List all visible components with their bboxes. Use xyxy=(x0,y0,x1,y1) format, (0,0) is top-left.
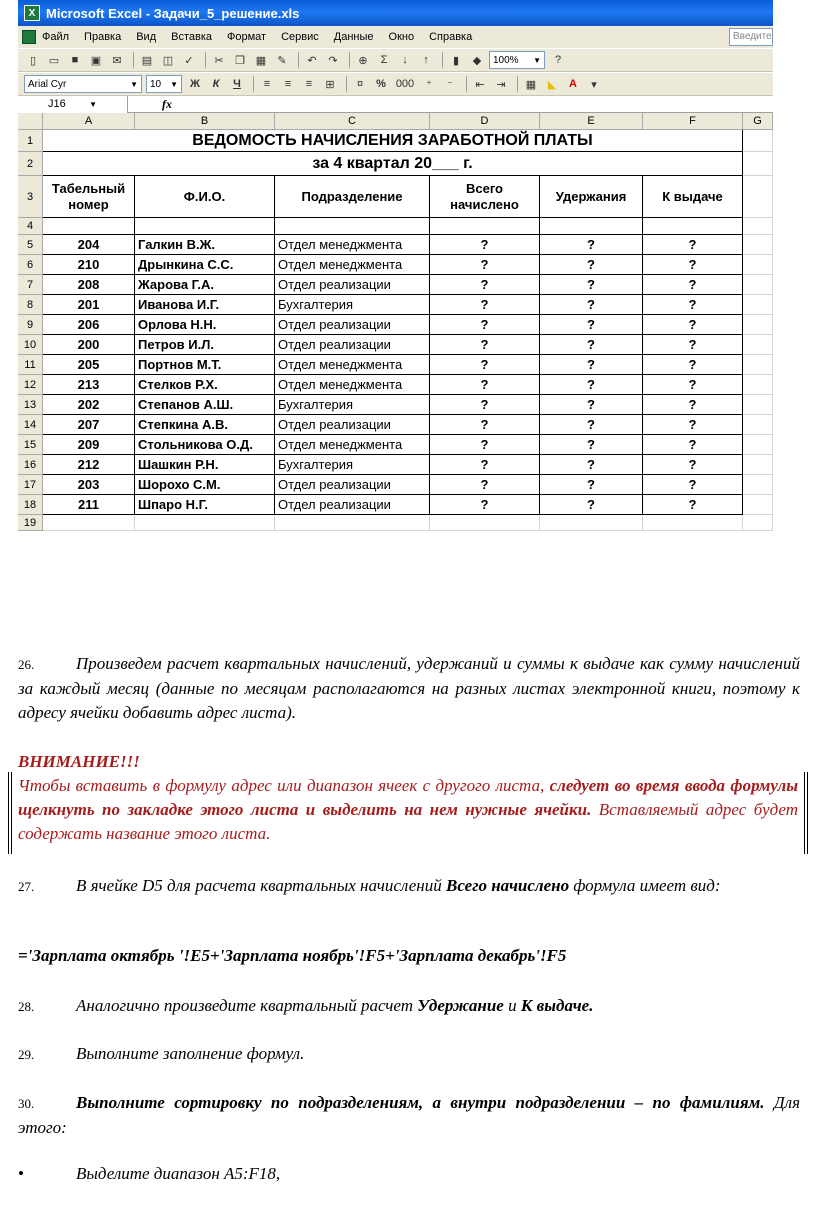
item-number: 30. xyxy=(18,1096,35,1111)
row-header[interactable]: 10 xyxy=(18,335,43,355)
table-cell[interactable]: Отдел менеджмента xyxy=(275,375,430,395)
bullet-icon: • xyxy=(18,1164,24,1183)
menu-view[interactable]: Вид xyxy=(136,31,157,43)
row-header[interactable]: 6 xyxy=(18,255,43,275)
chevron-down-icon: ▼ xyxy=(89,99,97,109)
table-cell[interactable]: ? xyxy=(540,275,643,295)
row-header[interactable]: 17 xyxy=(18,475,43,495)
row-header[interactable]: 16 xyxy=(18,455,43,475)
cut-icon[interactable]: ✂ xyxy=(214,54,224,67)
table-cell[interactable]: 213 xyxy=(43,375,135,395)
table-cell[interactable]: Жарова Г.А. xyxy=(135,275,275,295)
toolbar-divider xyxy=(205,52,206,68)
table-cell[interactable]: 205 xyxy=(43,355,135,375)
empty-cell[interactable] xyxy=(275,218,430,235)
table-cell[interactable]: ? xyxy=(430,495,540,515)
toolbar-divider xyxy=(466,76,467,92)
table-cell[interactable]: Степанов А.Ш. xyxy=(135,395,275,415)
column-header[interactable]: B xyxy=(135,113,275,130)
empty-cell[interactable] xyxy=(743,235,773,255)
table-cell[interactable]: 208 xyxy=(43,275,135,295)
header-cell[interactable]: Ф.И.О. xyxy=(135,176,275,218)
paragraph-30 xyxy=(18,1091,800,1140)
table-cell[interactable]: ? xyxy=(430,395,540,415)
italic-button[interactable]: К xyxy=(212,78,220,90)
warning-text-bold: следует во время ввода формулы щелкнуть по закладке этого листа и выделить на нем нужные ячейки. xyxy=(18,776,798,819)
column-header[interactable]: G xyxy=(743,113,773,130)
toolbar-divider xyxy=(442,52,443,68)
undo-icon[interactable]: ↶ xyxy=(307,54,317,67)
toolbar-divider xyxy=(517,76,518,92)
table-cell[interactable]: Отдел менеджмента xyxy=(275,235,430,255)
print-icon[interactable]: ▤ xyxy=(141,54,153,67)
warning-text xyxy=(18,774,798,846)
paragraph-27 xyxy=(18,874,800,899)
toolbar-divider xyxy=(298,52,299,68)
empty-cell[interactable] xyxy=(743,295,773,315)
table-cell[interactable]: ? xyxy=(540,495,643,515)
row-header[interactable]: 14 xyxy=(18,415,43,435)
align-center-icon[interactable]: ≡ xyxy=(284,78,292,90)
redo-icon[interactable]: ↷ xyxy=(328,54,338,67)
chevron-down-icon: ▼ xyxy=(130,79,138,89)
table-cell[interactable]: ? xyxy=(540,435,643,455)
title-bar xyxy=(18,0,773,26)
empty-cell[interactable] xyxy=(743,515,773,531)
chevron-down-icon: ▼ xyxy=(533,55,541,65)
help-icon[interactable]: ? xyxy=(554,54,562,66)
warning-title: ВНИМАНИЕ!!! xyxy=(18,752,140,771)
font-color-icon[interactable]: A xyxy=(569,78,577,90)
table-cell[interactable]: ? xyxy=(430,435,540,455)
table-cell[interactable]: Отдел менеджмента xyxy=(275,435,430,455)
formula-bar xyxy=(18,96,773,113)
empty-cell[interactable] xyxy=(743,455,773,475)
empty-cell[interactable] xyxy=(643,515,743,531)
empty-cell[interactable] xyxy=(540,218,643,235)
formatting-toolbar xyxy=(18,72,773,96)
table-cell[interactable]: ? xyxy=(430,455,540,475)
table-cell[interactable]: ? xyxy=(643,495,743,515)
paragraph-text: Аналогично произведите квартальный расчет xyxy=(76,996,418,1015)
select-all-corner[interactable] xyxy=(18,113,43,130)
paragraph-text: Выполните заполнение формул. xyxy=(76,1044,305,1063)
empty-cell[interactable] xyxy=(743,152,773,176)
empty-cell[interactable] xyxy=(743,176,773,218)
paragraph-28 xyxy=(18,994,800,1019)
item-number: 29. xyxy=(18,1047,35,1062)
workbook-icon[interactable] xyxy=(22,30,36,44)
row-header[interactable]: 8 xyxy=(18,295,43,315)
table-cell[interactable]: Отдел реализации xyxy=(275,335,430,355)
table-cell[interactable]: ? xyxy=(540,355,643,375)
header-cell[interactable]: Всего начислено xyxy=(430,176,540,218)
menu-edit[interactable]: Правка xyxy=(84,31,122,43)
header-cell[interactable]: Удержания xyxy=(540,176,643,218)
empty-cell[interactable] xyxy=(430,218,540,235)
name-box[interactable] xyxy=(18,96,128,113)
table-cell[interactable]: ? xyxy=(643,295,743,315)
empty-cell[interactable] xyxy=(743,355,773,375)
table-cell[interactable]: Отдел реализации xyxy=(275,475,430,495)
save-icon[interactable]: ■ xyxy=(71,54,79,66)
table-cell[interactable]: ? xyxy=(643,255,743,275)
table-cell[interactable]: Шашкин Р.Н. xyxy=(135,455,275,475)
table-cell[interactable]: ? xyxy=(643,355,743,375)
table-cell[interactable]: ? xyxy=(430,355,540,375)
align-right-icon[interactable]: ≡ xyxy=(305,78,313,90)
empty-cell[interactable] xyxy=(43,218,135,235)
table-cell[interactable]: 211 xyxy=(43,495,135,515)
empty-cell[interactable] xyxy=(743,218,773,235)
table-cell[interactable]: Бухгалтерия xyxy=(275,295,430,315)
table-cell[interactable]: ? xyxy=(430,375,540,395)
format-painter-icon[interactable]: ✎ xyxy=(277,54,287,67)
increase-indent-icon[interactable]: ⇥ xyxy=(496,78,506,91)
table-cell[interactable]: ? xyxy=(643,415,743,435)
table-cell[interactable]: ? xyxy=(540,455,643,475)
menu-help[interactable]: Справка xyxy=(429,31,473,43)
table-cell[interactable]: Шорохо С.М. xyxy=(135,475,275,495)
paragraph-text-bold: Выполните сортировку по подразделениям, а внутри подразделении – по фамилиям. xyxy=(76,1093,765,1112)
table-cell[interactable]: Отдел реализации xyxy=(275,315,430,335)
sheet-title[interactable]: ВЕДОМОСТЬ НАЧИСЛЕНИЯ ЗАРАБОТНОЙ ПЛАТЫ xyxy=(43,130,743,152)
table-cell[interactable]: Бухгалтерия xyxy=(275,455,430,475)
warning-box xyxy=(8,772,808,854)
merge-center-icon[interactable]: ⊞ xyxy=(325,78,335,91)
column-header[interactable]: F xyxy=(643,113,743,130)
table-cell[interactable]: 204 xyxy=(43,235,135,255)
column-header[interactable]: E xyxy=(540,113,643,130)
table-cell[interactable]: ? xyxy=(430,415,540,435)
table-cell[interactable]: 209 xyxy=(43,435,135,455)
table-cell[interactable]: ? xyxy=(643,335,743,355)
menu-bar xyxy=(18,26,773,48)
table-cell[interactable]: ? xyxy=(540,395,643,415)
window-title: Microsoft Excel - Задачи_5_решение.xls xyxy=(46,5,300,21)
empty-cell[interactable] xyxy=(743,435,773,455)
fx-icon[interactable]: fx xyxy=(162,96,172,111)
table-cell[interactable]: Петров И.Л. xyxy=(135,335,275,355)
table-cell[interactable]: Стелков Р.Х. xyxy=(135,375,275,395)
sheet-subtitle[interactable]: за 4 квартал 20___ г. xyxy=(43,152,743,176)
new-file-icon[interactable]: ▯ xyxy=(29,54,37,67)
help-search-input[interactable]: Введите xyxy=(729,28,773,46)
menu-file[interactable]: Файл xyxy=(42,31,70,43)
toolbar-divider xyxy=(133,52,134,68)
table-cell[interactable]: Бухгалтерия xyxy=(275,395,430,415)
percent-button[interactable]: % xyxy=(376,78,386,90)
decrease-decimal-icon[interactable]: ⁻ xyxy=(447,78,453,91)
spelling-icon[interactable]: ✓ xyxy=(184,54,194,67)
table-cell[interactable]: ? xyxy=(540,315,643,335)
table-cell[interactable]: 207 xyxy=(43,415,135,435)
underline-button[interactable]: Ч xyxy=(233,78,241,90)
table-cell[interactable]: Орлова Н.Н. xyxy=(135,315,275,335)
table-cell[interactable]: Отдел реализации xyxy=(275,495,430,515)
empty-cell[interactable] xyxy=(743,495,773,515)
table-cell[interactable]: ? xyxy=(643,235,743,255)
table-cell[interactable]: ? xyxy=(430,315,540,335)
menu-format[interactable]: Формат xyxy=(227,31,267,43)
table-cell[interactable]: ? xyxy=(643,315,743,335)
table-cell[interactable]: ? xyxy=(430,475,540,495)
table-cell[interactable]: 200 xyxy=(43,335,135,355)
row-header[interactable]: 13 xyxy=(18,395,43,415)
standard-toolbar xyxy=(18,48,773,72)
cell-reference: J16 xyxy=(48,98,66,110)
table-cell[interactable]: 210 xyxy=(43,255,135,275)
paragraph-text: В ячейке D5 для расчета квартальных начислений xyxy=(76,876,446,895)
empty-cell[interactable] xyxy=(743,275,773,295)
chevron-down-icon: ▼ xyxy=(170,79,178,89)
row-header[interactable]: 19 xyxy=(18,515,43,531)
sort-asc-icon[interactable]: ↓ xyxy=(402,54,408,66)
item-number: 26. xyxy=(18,657,35,672)
empty-cell[interactable] xyxy=(743,375,773,395)
table-cell[interactable]: ? xyxy=(643,435,743,455)
toolbar-options-icon[interactable]: ▾ xyxy=(591,78,597,91)
empty-cell[interactable] xyxy=(743,130,773,152)
table-cell[interactable]: Отдел реализации xyxy=(275,415,430,435)
table-cell[interactable]: Степкина А.В. xyxy=(135,415,275,435)
chart-wizard-icon[interactable]: ▮ xyxy=(452,54,460,67)
paragraph-text-bold: Всего начислено xyxy=(446,876,570,895)
table-cell[interactable]: 202 xyxy=(43,395,135,415)
empty-cell[interactable] xyxy=(540,515,643,531)
table-cell[interactable]: Портнов М.Т. xyxy=(135,355,275,375)
table-cell[interactable]: Шпаро Н.Г. xyxy=(135,495,275,515)
paragraph-26 xyxy=(18,652,800,725)
row-header[interactable]: 18 xyxy=(18,495,43,515)
table-cell[interactable]: ? xyxy=(430,335,540,355)
bold-button[interactable]: Ж xyxy=(190,78,200,90)
table-cell[interactable]: Галкин В.Ж. xyxy=(135,235,275,255)
paste-icon[interactable]: ▦ xyxy=(255,54,267,67)
autosum-icon[interactable]: Σ xyxy=(380,54,388,66)
table-cell[interactable]: ? xyxy=(540,375,643,395)
header-cell[interactable]: Табельный номер xyxy=(43,176,135,218)
table-cell[interactable]: 203 xyxy=(43,475,135,495)
menu-data[interactable]: Данные xyxy=(333,31,374,43)
empty-cell[interactable] xyxy=(743,315,773,335)
table-cell[interactable]: ? xyxy=(643,275,743,295)
bullet-text: Выделите диапазон A5:F18, xyxy=(76,1164,281,1183)
thousands-button[interactable]: 000 xyxy=(395,78,415,90)
table-cell[interactable]: ? xyxy=(540,475,643,495)
decrease-indent-icon[interactable]: ⇤ xyxy=(475,78,485,91)
row-header[interactable]: 4 xyxy=(18,218,43,235)
print-preview-icon[interactable]: ◫ xyxy=(162,54,174,67)
table-cell[interactable]: Дрынкина С.С. xyxy=(135,255,275,275)
row-header[interactable]: 2 xyxy=(18,152,43,176)
row-header[interactable]: 15 xyxy=(18,435,43,455)
column-header[interactable]: D xyxy=(430,113,540,130)
row-header[interactable]: 7 xyxy=(18,275,43,295)
permission-icon[interactable]: ▣ xyxy=(90,54,102,67)
formula-example: ='Зарплата октябрь '!E5+'Зарплата ноябрь'!F5+'Зарплата декабрь'!F5 xyxy=(18,946,567,965)
table-cell[interactable]: ? xyxy=(430,275,540,295)
table-cell[interactable]: ? xyxy=(430,295,540,315)
paragraph-text-bold: К выдаче. xyxy=(520,996,594,1015)
empty-cell[interactable] xyxy=(743,475,773,495)
sort-desc-icon[interactable]: ↑ xyxy=(423,54,429,66)
hyperlink-icon[interactable]: ⊕ xyxy=(358,54,368,67)
table-cell[interactable]: ? xyxy=(643,455,743,475)
menu-tools[interactable]: Сервис xyxy=(281,31,319,43)
empty-cell[interactable] xyxy=(743,395,773,415)
toolbar-divider xyxy=(253,76,254,92)
bullet-item xyxy=(18,1164,280,1184)
table-cell[interactable]: ? xyxy=(430,255,540,275)
table-cell[interactable]: Отдел менеджмента xyxy=(275,255,430,275)
row-header[interactable]: 3 xyxy=(18,176,43,218)
zoom-value: 100% xyxy=(493,54,519,66)
excel-window xyxy=(18,0,773,537)
empty-cell[interactable] xyxy=(743,255,773,275)
paragraph-text: Для этого: xyxy=(18,1093,800,1137)
empty-cell[interactable] xyxy=(643,218,743,235)
excel-icon: X xyxy=(24,5,40,21)
drawing-icon[interactable]: ◆ xyxy=(472,54,482,67)
table-cell[interactable]: Стольникова О.Д. xyxy=(135,435,275,455)
header-cell[interactable]: К выдаче xyxy=(643,176,743,218)
row-header[interactable]: 12 xyxy=(18,375,43,395)
table-cell[interactable]: ? xyxy=(540,335,643,355)
paragraph-text: и xyxy=(503,996,521,1015)
align-left-icon[interactable]: ≡ xyxy=(263,78,271,90)
fill-color-icon[interactable]: ◣ xyxy=(547,78,557,91)
warning-text-part: Вставляемый адрес будет содержать название этого листа. xyxy=(18,800,798,843)
table-cell[interactable]: ? xyxy=(540,415,643,435)
currency-icon[interactable]: ¤ xyxy=(356,78,364,90)
table-cell[interactable]: Отдел реализации xyxy=(275,275,430,295)
open-folder-icon[interactable]: ▭ xyxy=(48,54,60,67)
header-cell[interactable]: Подразделение xyxy=(275,176,430,218)
table-cell[interactable]: ? xyxy=(430,235,540,255)
empty-cell[interactable] xyxy=(135,218,275,235)
borders-icon[interactable]: ▦ xyxy=(525,78,537,91)
empty-cell[interactable] xyxy=(743,415,773,435)
table-cell[interactable]: Отдел менеджмента xyxy=(275,355,430,375)
font-size-select[interactable] xyxy=(146,75,182,93)
menu-window[interactable]: Окно xyxy=(388,31,415,43)
font-name-value: Arial Cyr xyxy=(28,78,67,90)
empty-cell[interactable] xyxy=(43,515,135,531)
table-cell[interactable]: ? xyxy=(643,475,743,495)
paragraph-text: Произведем расчет квартальных начислений, удержаний и суммы к выдаче как сумму начислений за каждый месяц (данные по месяцам располагаются на разных листах электронной книги, поэтому к адресу ячейки добавить адрес листа). xyxy=(18,654,800,722)
email-icon[interactable]: ✉ xyxy=(112,54,122,67)
toolbar-divider xyxy=(349,52,350,68)
row-header[interactable]: 5 xyxy=(18,235,43,255)
item-number: 28. xyxy=(18,999,35,1014)
empty-cell[interactable] xyxy=(430,515,540,531)
row-header[interactable]: 9 xyxy=(18,315,43,335)
toolbar-divider xyxy=(346,76,347,92)
table-cell[interactable]: ? xyxy=(643,375,743,395)
table-cell[interactable]: 201 xyxy=(43,295,135,315)
table-cell[interactable]: ? xyxy=(540,295,643,315)
paragraph-text: формула имеет вид: xyxy=(569,876,721,895)
empty-cell[interactable] xyxy=(275,515,430,531)
row-header[interactable]: 11 xyxy=(18,355,43,375)
copy-icon[interactable]: ❐ xyxy=(235,54,245,67)
increase-decimal-icon[interactable]: ⁺ xyxy=(426,78,432,91)
spreadsheet-grid xyxy=(18,113,773,537)
menu-insert[interactable]: Вставка xyxy=(171,31,213,43)
table-cell[interactable]: 212 xyxy=(43,455,135,475)
item-number: 27. xyxy=(18,879,35,894)
table-cell[interactable]: ? xyxy=(540,235,643,255)
paragraph-text-bold: Удержание xyxy=(417,996,504,1015)
empty-cell[interactable] xyxy=(135,515,275,531)
zoom-select[interactable] xyxy=(489,51,545,69)
paragraph-29 xyxy=(18,1042,800,1067)
table-cell[interactable]: 206 xyxy=(43,315,135,335)
row-header[interactable]: 1 xyxy=(18,130,43,152)
font-size-value: 10 xyxy=(150,78,162,90)
table-cell[interactable]: ? xyxy=(643,395,743,415)
column-header[interactable]: A xyxy=(43,113,135,130)
table-cell[interactable]: Иванова И.Г. xyxy=(135,295,275,315)
column-header[interactable]: C xyxy=(275,113,430,130)
table-cell[interactable]: ? xyxy=(540,255,643,275)
warning-text-part: Чтобы вставить в формулу адрес или диапазон ячеек с другого листа, xyxy=(18,776,550,795)
empty-cell[interactable] xyxy=(743,335,773,355)
font-name-select[interactable] xyxy=(24,75,142,93)
